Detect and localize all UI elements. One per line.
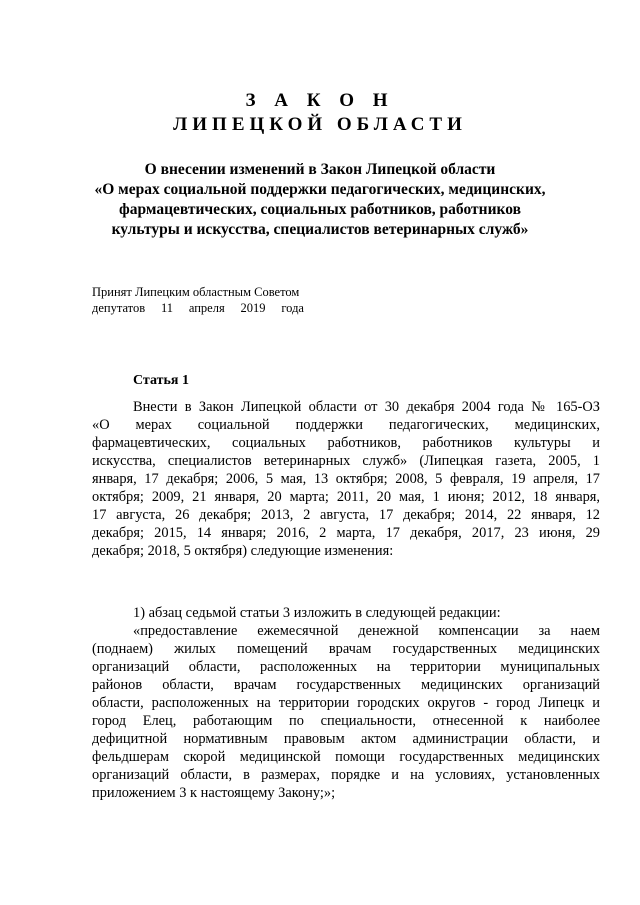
paragraph-line: искусства, специалистов ветеринарных служб» (Липецкая газета, 2005, 1 [92,453,600,469]
paragraph-line: (поднаем) жилых помещений врачам государственных медицинских [92,641,600,657]
paragraph-line: приложением 3 к настоящему Закону;»; [92,785,336,801]
paragraph-line: дефицитной нормативным правовым актом администрации области, и [92,731,600,747]
subtitle-line: О внесении изменений в Закон Липецкой области [144,161,496,178]
paragraph-line: город Елец, работающим по специальности, отнесенной к наиболее [92,713,600,729]
paragraph-line: фармацевтических, социальных работников, работников культуры и [92,435,600,451]
subtitle-line: «О мерах социальной поддержки педагогических, медицинских, [94,181,546,198]
law-region: ЛИПЕЦКОЙ ОБЛАСТИ [173,114,467,135]
paragraph-line: организаций области, расположенных на территории муниципальных [92,659,600,675]
article-heading: Статья 1 [133,373,189,388]
item-1-heading: 1) абзац седьмой статьи 3 изложить в следующей редакции: [133,605,501,621]
subtitle-line: фармацевтических, социальных работников, работников [119,201,521,218]
paragraph-line: области, расположенных на территории городских округов - город Липецк и [92,695,600,711]
paragraph-line: января, 17 декабря; 2006, 5 мая, 13 октября; 2008, 5 февраля, 19 апреля, 17 [92,471,600,487]
adoption-word: депутатов [92,301,146,315]
adoption-note [92,284,352,316]
adoption-line: Принят Липецким областным Советом [92,285,300,299]
adoption-word: 11 [160,301,174,315]
paragraph-line: организаций области, в размерах, порядке и на условиях, установленных [92,767,600,783]
paragraph-line: районов области, врачам государственных медицинских организаций [92,677,600,693]
adoption-word: года [281,301,304,315]
law-title: З А К О Н [245,90,395,111]
paragraph-line: «О мерах социальной поддержки педагогических, медицинских, [92,417,600,433]
paragraph-line: октября; 2009, 21 января, 20 марта; 2011, 20 мая, 1 июня; 2012, 18 января, [92,489,600,505]
article-intro-paragraph [92,398,600,560]
law-subtitle [60,160,580,240]
adoption-date-line [92,300,304,316]
paragraph-line: фельдшерам скорой медицинской помощи государственных медицинских [92,749,600,765]
paragraph-line: декабря; 2015, 14 января; 2016, 2 марта, 17 декабря, 2017, 23 июня, 29 [92,525,600,541]
subtitle-line: культуры и искусства, специалистов ветеринарных служб» [111,221,529,238]
paragraph-line: «предоставление ежемесячной денежной компенсации за наем [133,623,600,639]
paragraph-line: 17 августа, 26 декабря; 2013, 2 августа, 17 декабря; 2014, 22 января, 12 [92,507,600,523]
adoption-word: апреля [188,301,225,315]
adoption-word: 2019 [240,301,266,315]
paragraph-line: Внести в Закон Липецкой области от 30 декабря 2004 года № 165-ОЗ [133,399,600,415]
paragraph-line: декабря; 2018, 5 октября) следующие изменения: [92,543,394,559]
item-1-paragraph [92,622,600,802]
